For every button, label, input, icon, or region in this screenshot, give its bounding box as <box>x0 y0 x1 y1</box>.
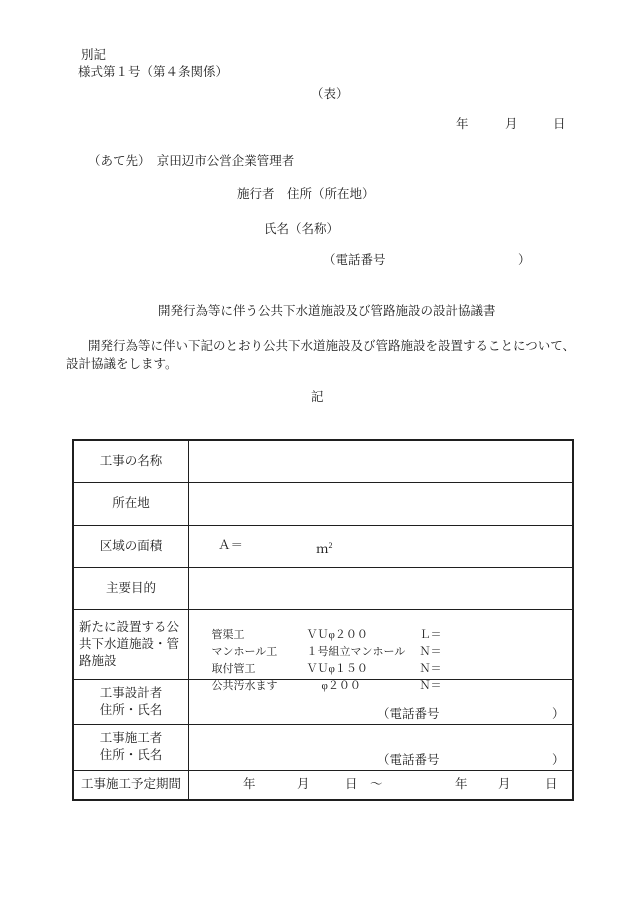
date-month-label: 月 <box>505 117 518 131</box>
designer-label <box>74 679 188 724</box>
facility-name: マンホール工 <box>211 646 278 658</box>
period-start-month: 月 <box>297 777 310 791</box>
executor-address-label: 施行者 住所（所在地） <box>237 187 375 201</box>
record-marker: 記 <box>311 390 324 404</box>
body-paragraph-line2: 設計協議をします。 <box>66 357 178 371</box>
facility-qty: Ｎ＝ <box>419 680 442 692</box>
facility-spec: ＶＵφ１５０ <box>306 663 368 675</box>
facilities-label: 新たに設置する公共下水道施設・管路施設 <box>79 619 180 668</box>
facility-spec: １号組立マンホール <box>306 646 406 658</box>
contractor-phone-close: ） <box>552 753 565 767</box>
date-day-label: 日 <box>553 117 566 131</box>
addressee: （あて先） 京田辺市公営企業管理者 <box>88 154 295 168</box>
facility-qty: Ｎ＝ <box>419 663 442 675</box>
period-start-day: 日 <box>345 777 358 791</box>
facility-line <box>195 662 442 710</box>
facility-name: 管渠工 <box>211 629 245 641</box>
purpose-label: 主要目的 <box>105 580 156 595</box>
note-label: 別記 <box>81 48 107 62</box>
period-end-month: 月 <box>498 777 511 791</box>
contractor-label-line2: 住所・氏名 <box>99 748 163 762</box>
phone-open-label: （電話番号 <box>323 253 386 267</box>
front-side-label: （表） <box>311 87 349 101</box>
body-paragraph-line1: 開発行為等に伴い下記のとおり公共下水道施設及び管路施設を設置することについて、 <box>88 339 576 353</box>
period-end-day: 日 <box>545 777 558 791</box>
designer-label-line1: 工事設計者 <box>99 685 163 700</box>
location-label: 所在地 <box>112 496 150 510</box>
designer-phone-close: ） <box>552 707 565 721</box>
work-name-label: 工事の名称 <box>99 454 163 468</box>
contractor-phone-open: （電話番号 <box>377 753 440 767</box>
contractor-label <box>74 724 188 770</box>
area-label: 区域の面積 <box>99 538 163 553</box>
period-start-year: 年 <box>243 777 256 791</box>
facility-qty: Ｎ＝ <box>419 646 442 658</box>
facility-name: 取付管工 <box>211 663 256 675</box>
document-title: 開発行為等に伴う公共下水道施設及び管路施設の設計協議書 <box>158 304 496 318</box>
facility-spec: ＶＵφ２００ <box>306 629 368 641</box>
facility-name: 公共汚水ます <box>211 680 278 692</box>
period-label: 工事施工予定期間 <box>80 777 181 791</box>
designer-label-line2: 住所・氏名 <box>99 702 163 717</box>
area-exponent: 2 <box>328 541 333 550</box>
period-tilde: ～ <box>370 777 383 791</box>
form-number: 様式第１号（第４条関係） <box>78 65 229 79</box>
date-year-label: 年 <box>456 117 469 131</box>
area-prefix: Ａ＝ <box>218 538 244 552</box>
contractor-label-line1: 工事施工者 <box>99 731 163 745</box>
designer-phone-open: （電話番号 <box>377 707 440 721</box>
table-column-divider <box>188 441 189 799</box>
facility-spec: φ２００ <box>321 680 361 692</box>
facility-qty: Ｌ＝ <box>419 629 442 641</box>
form-table <box>72 439 574 801</box>
phone-close-label: ） <box>518 253 531 267</box>
executor-name-label: 氏名（名称） <box>264 222 340 236</box>
period-end-year: 年 <box>455 777 468 791</box>
area-unit: ｍ$^2$ <box>316 541 333 557</box>
